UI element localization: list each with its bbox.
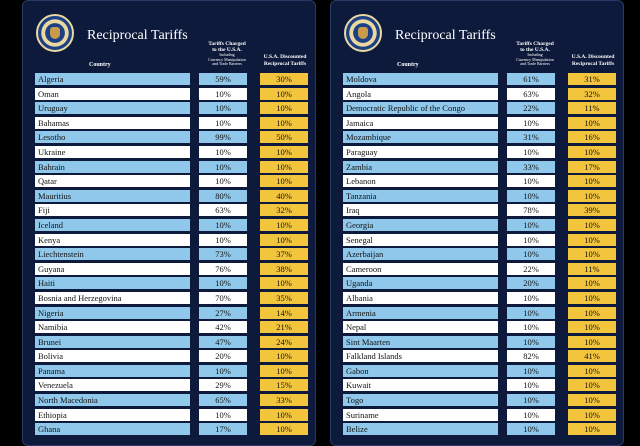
tariff-charged-value: 20% [199, 350, 247, 362]
table-row [35, 276, 311, 291]
table-row [343, 160, 619, 175]
discounted-tariff-value: 11% [568, 102, 616, 114]
table-row [343, 130, 619, 145]
tariff-charged-value: 10% [507, 394, 555, 406]
table-row [35, 160, 311, 175]
table-row [343, 291, 619, 306]
tariff-charged-value: 27% [199, 307, 247, 319]
tariff-charged-value: 33% [507, 161, 555, 173]
table-row [35, 378, 311, 393]
discounted-tariff-value: 10% [568, 292, 616, 304]
country-name: North Macedonia [35, 394, 190, 406]
tariff-charged-value: 10% [507, 190, 555, 202]
country-name: Angola [343, 88, 498, 100]
tariff-charged-value: 10% [507, 379, 555, 391]
tariff-charged-value: 47% [199, 336, 247, 348]
discounted-tariff-value: 10% [260, 234, 308, 246]
country-name: Lesotho [35, 131, 190, 143]
table-row [35, 101, 311, 116]
tariff-charged-value: 10% [507, 146, 555, 158]
discounted-tariff-value: 40% [260, 190, 308, 202]
table-row [343, 276, 619, 291]
country-name: Kuwait [343, 379, 498, 391]
table-row [343, 408, 619, 423]
presidential-seal-icon [344, 14, 382, 52]
country-name: Guyana [35, 263, 190, 275]
table-row [343, 145, 619, 160]
discounted-tariff-value: 10% [260, 219, 308, 231]
header-discounted-tariffs: U.S.A. Discounted Reciprocal Tariffs [263, 54, 307, 67]
discounted-tariff-value: 10% [568, 336, 616, 348]
discounted-tariff-value: 10% [568, 175, 616, 187]
tariff-charged-value: 22% [507, 102, 555, 114]
discounted-tariff-value: 21% [260, 321, 308, 333]
tariff-charged-value: 10% [199, 88, 247, 100]
header-tariffs-charged: Tariffs Charged to the U.S.A. Including Currency Manipulation and Trade Barriers [516, 41, 554, 66]
table-row [343, 422, 619, 437]
discounted-tariff-value: 32% [568, 88, 616, 100]
country-name: Albania [343, 292, 498, 304]
discounted-tariff-value: 10% [260, 277, 308, 289]
discounted-tariff-value: 14% [260, 307, 308, 319]
discounted-tariff-value: 41% [568, 350, 616, 362]
country-name: Lebanon [343, 175, 498, 187]
discounted-tariff-value: 30% [260, 73, 308, 85]
discounted-tariff-value: 38% [260, 263, 308, 275]
discounted-tariff-value: 10% [260, 350, 308, 362]
tariff-charged-value: 10% [507, 365, 555, 377]
discounted-tariff-value: 16% [568, 131, 616, 143]
discounted-tariff-value: 10% [260, 409, 308, 421]
table-row [35, 87, 311, 102]
discounted-tariff-value: 24% [260, 336, 308, 348]
discounted-tariff-value: 33% [260, 394, 308, 406]
table-row [343, 116, 619, 131]
discounted-tariff-value: 32% [260, 204, 308, 216]
tariff-charged-value: 63% [199, 204, 247, 216]
discounted-tariff-value: 17% [568, 161, 616, 173]
discounted-tariff-value: 39% [568, 204, 616, 216]
tariff-charged-value: 10% [507, 219, 555, 231]
discounted-tariff-value: 10% [568, 117, 616, 129]
country-name: Algeria [35, 73, 190, 85]
discounted-tariff-value: 10% [260, 102, 308, 114]
country-name: Bahrain [35, 161, 190, 173]
tariff-charged-value: 17% [199, 423, 247, 435]
table-row [343, 72, 619, 87]
panel-title: Reciprocal Tariffs [87, 28, 188, 43]
country-name: Gabon [343, 365, 498, 377]
tariff-charged-value: 10% [199, 117, 247, 129]
tariff-charged-value: 80% [199, 190, 247, 202]
country-name: Mauritius [35, 190, 190, 202]
discounted-tariff-value: 11% [568, 263, 616, 275]
discounted-tariff-value: 10% [568, 379, 616, 391]
discounted-tariff-value: 10% [260, 175, 308, 187]
discounted-tariff-value: 10% [260, 161, 308, 173]
table-row [343, 262, 619, 277]
country-name: Paraguay [343, 146, 498, 158]
tariff-charged-value: 29% [199, 379, 247, 391]
header-discounted-tariffs: U.S.A. Discounted Reciprocal Tariffs [571, 54, 615, 67]
country-name: Bosnia and Herzegovina [35, 292, 190, 304]
country-name: Bolivia [35, 350, 190, 362]
country-name: Namibia [35, 321, 190, 333]
table-row [35, 306, 311, 321]
discounted-tariff-value: 10% [260, 117, 308, 129]
country-name: Uruguay [35, 102, 190, 114]
country-name: Tanzania [343, 190, 498, 202]
header-country: Country [397, 62, 419, 68]
tariff-charged-value: 10% [199, 365, 247, 377]
discounted-tariff-value: 10% [568, 234, 616, 246]
country-name: Cameroon [343, 263, 498, 275]
country-name: Senegal [343, 234, 498, 246]
discounted-tariff-value: 50% [260, 131, 308, 143]
tariff-charged-value: 10% [199, 219, 247, 231]
left-tariff-panel [22, 0, 316, 446]
country-name: Fiji [35, 204, 190, 216]
country-name: Mozambique [343, 131, 498, 143]
discounted-tariff-value: 35% [260, 292, 308, 304]
table-row [35, 116, 311, 131]
tariff-charged-value: 20% [507, 277, 555, 289]
table-row [343, 378, 619, 393]
tariff-charged-value: 10% [199, 102, 247, 114]
country-name: Suriname [343, 409, 498, 421]
tariff-charged-value: 65% [199, 394, 247, 406]
tariff-charged-value: 22% [507, 263, 555, 275]
tariff-charged-value: 78% [507, 204, 555, 216]
country-name: Iraq [343, 204, 498, 216]
country-name: Brunei [35, 336, 190, 348]
discounted-tariff-value: 10% [568, 365, 616, 377]
table-row [343, 349, 619, 364]
table-row [343, 364, 619, 379]
tariff-charged-value: 63% [507, 88, 555, 100]
table-row [35, 218, 311, 233]
table-row [343, 233, 619, 248]
country-name: Sint Maarten [343, 336, 498, 348]
country-name: Belize [343, 423, 498, 435]
discounted-tariff-value: 31% [568, 73, 616, 85]
tariff-charged-value: 99% [199, 131, 247, 143]
tariff-charged-value: 10% [507, 336, 555, 348]
header-tariffs-charged: Tariffs Charged to the U.S.A. Including Currency Manipulation and Trade Barriers [208, 41, 246, 66]
tariff-charged-value: 10% [507, 409, 555, 421]
tariff-charged-value: 70% [199, 292, 247, 304]
country-name: Falkland Islands [343, 350, 498, 362]
table-row [35, 291, 311, 306]
country-name: Ghana [35, 423, 190, 435]
tariff-charged-value: 76% [199, 263, 247, 275]
table-row [35, 72, 311, 87]
table-row [35, 262, 311, 277]
discounted-tariff-value: 10% [260, 146, 308, 158]
table-row [35, 335, 311, 350]
country-name: Moldova [343, 73, 498, 85]
tariff-charged-value: 10% [507, 292, 555, 304]
tariff-charged-value: 10% [507, 423, 555, 435]
discounted-tariff-value: 10% [568, 423, 616, 435]
tariff-charged-value: 10% [199, 175, 247, 187]
country-name: Azerbaijan [343, 248, 498, 260]
discounted-tariff-value: 10% [568, 146, 616, 158]
table-row [343, 335, 619, 350]
table-row [343, 218, 619, 233]
table-row [343, 393, 619, 408]
table-row [35, 247, 311, 262]
country-name: Ukraine [35, 146, 190, 158]
country-name: Oman [35, 88, 190, 100]
discounted-tariff-value: 37% [260, 248, 308, 260]
table-row [35, 422, 311, 437]
tariff-charged-value: 10% [199, 409, 247, 421]
country-name: Nigeria [35, 307, 190, 319]
left-country-table [35, 72, 311, 437]
table-row [343, 203, 619, 218]
panel-title: Reciprocal Tariffs [395, 28, 496, 43]
table-row [343, 306, 619, 321]
tariff-charged-value: 73% [199, 248, 247, 260]
discounted-tariff-value: 10% [568, 277, 616, 289]
tariff-charged-value: 82% [507, 350, 555, 362]
table-row [35, 364, 311, 379]
discounted-tariff-value: 10% [568, 248, 616, 260]
country-name: Jamaica [343, 117, 498, 129]
country-name: Haiti [35, 277, 190, 289]
table-row [35, 189, 311, 204]
tariff-charged-value: 10% [507, 175, 555, 187]
discounted-tariff-value: 10% [568, 190, 616, 202]
table-row [35, 408, 311, 423]
discounted-tariff-value: 10% [568, 409, 616, 421]
presidential-seal-icon [36, 14, 74, 52]
tariff-charged-value: 10% [199, 146, 247, 158]
discounted-tariff-value: 10% [568, 219, 616, 231]
discounted-tariff-value: 10% [568, 394, 616, 406]
discounted-tariff-value: 10% [260, 88, 308, 100]
country-name: Democratic Republic of the Congo [343, 102, 498, 114]
table-row [35, 233, 311, 248]
tariff-charged-value: 10% [199, 277, 247, 289]
country-name: Georgia [343, 219, 498, 231]
country-name: Uganda [343, 277, 498, 289]
table-row [35, 174, 311, 189]
country-name: Iceland [35, 219, 190, 231]
country-name: Togo [343, 394, 498, 406]
tariff-charged-value: 61% [507, 73, 555, 85]
table-row [35, 320, 311, 335]
table-row [343, 174, 619, 189]
table-row [343, 247, 619, 262]
tariff-charged-value: 10% [199, 161, 247, 173]
table-row [35, 130, 311, 145]
country-name: Panama [35, 365, 190, 377]
header-country: Country [89, 62, 111, 68]
discounted-tariff-value: 10% [568, 307, 616, 319]
table-row [35, 393, 311, 408]
discounted-tariff-value: 15% [260, 379, 308, 391]
right-tariff-panel [330, 0, 624, 446]
table-row [343, 189, 619, 204]
country-name: Bahamas [35, 117, 190, 129]
country-name: Liechtenstein [35, 248, 190, 260]
country-name: Venezuela [35, 379, 190, 391]
country-name: Ethiopia [35, 409, 190, 421]
tariff-charged-value: 42% [199, 321, 247, 333]
country-name: Nepal [343, 321, 498, 333]
table-row [35, 145, 311, 160]
tariff-charged-value: 31% [507, 131, 555, 143]
country-name: Zambia [343, 161, 498, 173]
table-row [35, 203, 311, 218]
table-row [343, 87, 619, 102]
tariff-charged-value: 10% [507, 117, 555, 129]
discounted-tariff-value: 10% [260, 423, 308, 435]
table-row [343, 320, 619, 335]
table-row [35, 349, 311, 364]
discounted-tariff-value: 10% [568, 321, 616, 333]
tariff-charged-value: 10% [199, 234, 247, 246]
tariff-charged-value: 10% [507, 248, 555, 260]
tariff-charged-value: 59% [199, 73, 247, 85]
table-row [343, 101, 619, 116]
tariff-charged-value: 10% [507, 307, 555, 319]
discounted-tariff-value: 10% [260, 365, 308, 377]
tariff-charged-value: 10% [507, 321, 555, 333]
tariff-charged-value: 10% [507, 234, 555, 246]
country-name: Qatar [35, 175, 190, 187]
right-country-table [343, 72, 619, 437]
country-name: Kenya [35, 234, 190, 246]
country-name: Armenia [343, 307, 498, 319]
